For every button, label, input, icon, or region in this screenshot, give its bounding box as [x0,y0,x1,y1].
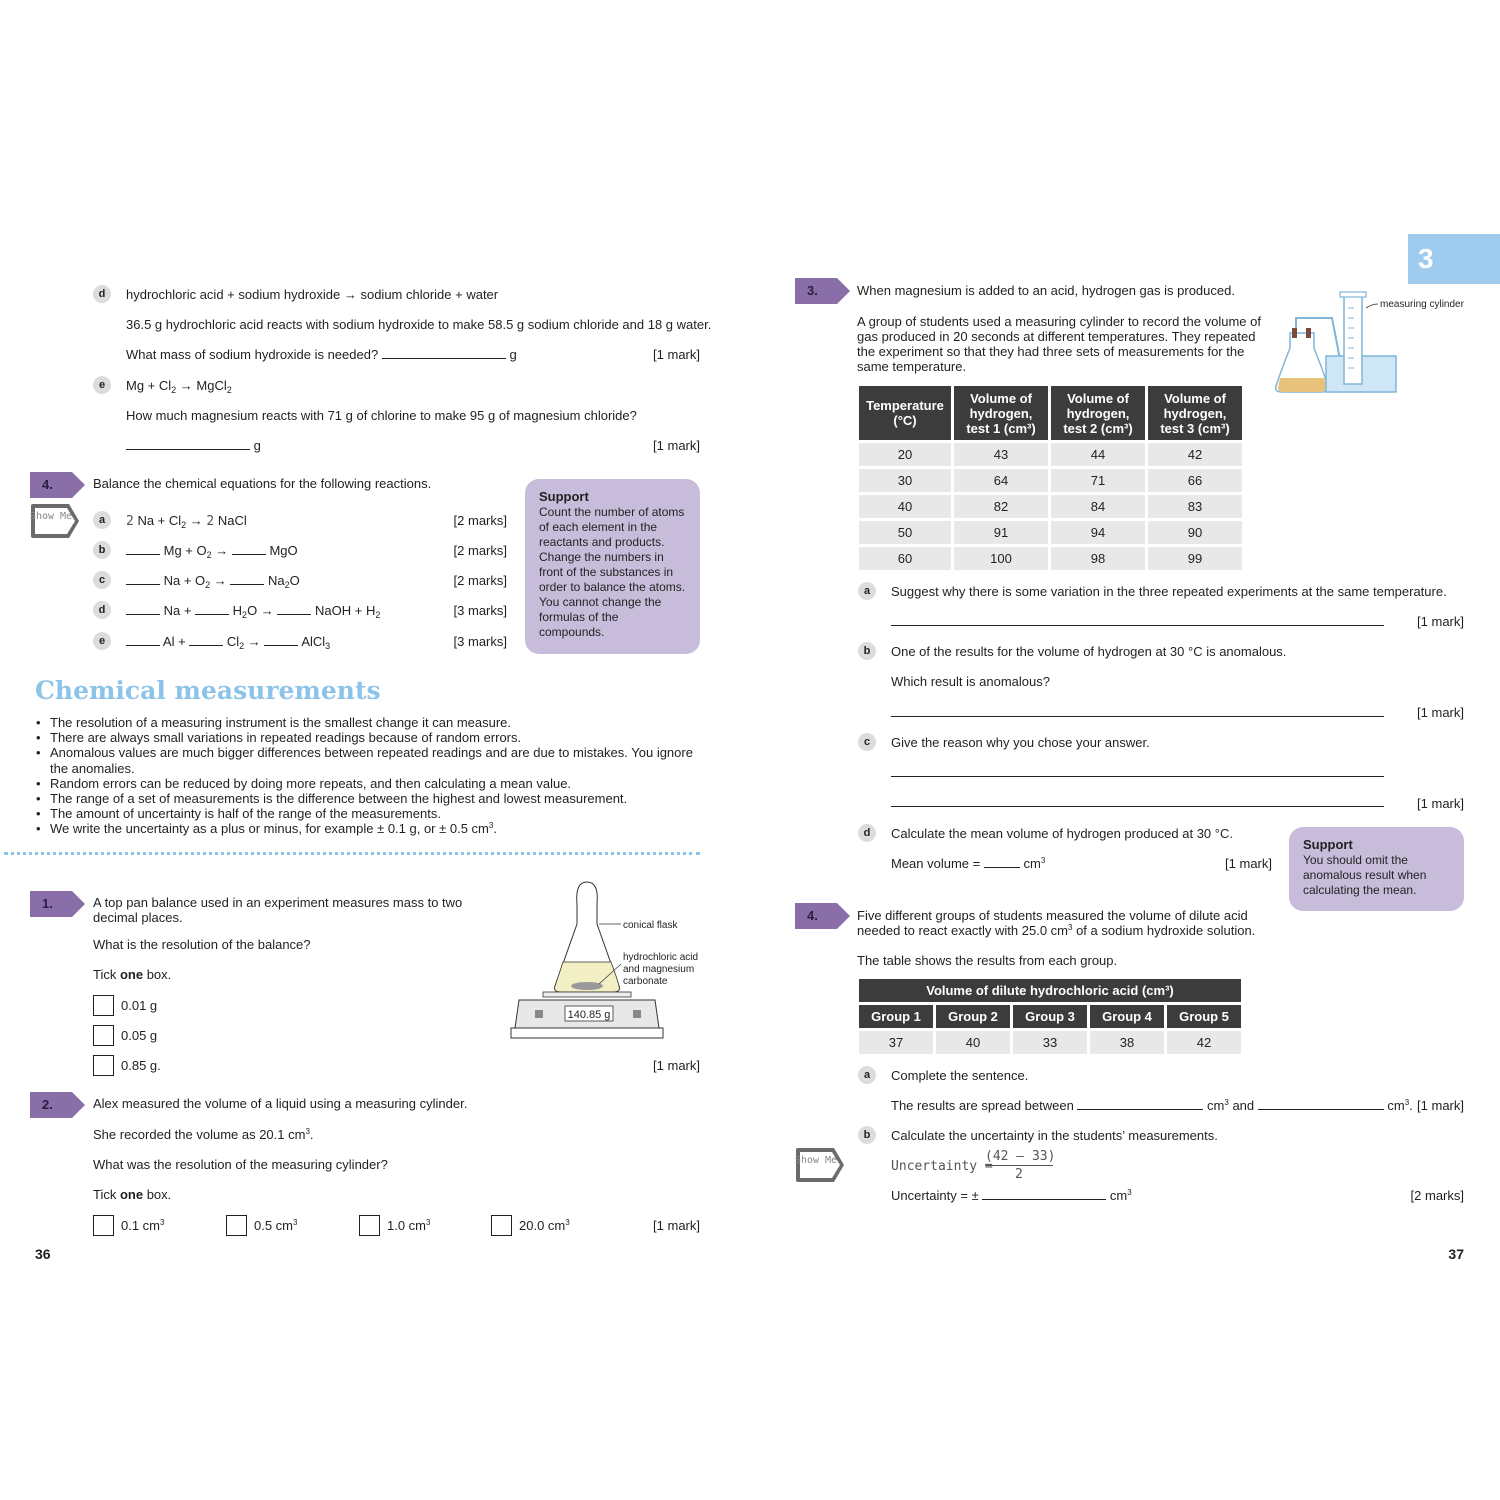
measuring-cylinder-illustration [1270,288,1470,398]
question-text: Which result is anomalous? [891,674,1050,689]
marks-label: [1 mark] [653,347,700,362]
tick-box[interactable] [359,1215,380,1236]
marks-label: [1 mark] [653,438,700,453]
tick-box[interactable] [93,1025,114,1046]
table-header: Group 5 [1167,1005,1241,1028]
answer-blank[interactable] [382,347,506,359]
table-row: 37 40 33 38 42 [859,1031,1241,1054]
question-text: A top pan balance used in an experiment measures mass to two [93,895,463,910]
table-header: Group 2 [936,1005,1010,1028]
table-header: Temperature (°C) [859,386,951,440]
question-text: What is the resolution of the balance? [93,937,311,952]
paragraph-line: A group of students used a measuring cylinder to record the volume of [857,314,1261,329]
table-row: 20 43 44 42 [859,443,1242,466]
question-text: Calculate the mean volume of hydrogen produced at 30 °C. [891,826,1233,841]
label-conical-flask: conical flask [623,920,678,931]
answer-line[interactable] [891,806,1384,807]
answer-blank[interactable] [126,543,160,555]
equation-c: $Na + O_2 \to Na_2O$ [126,573,300,588]
question-number-1: 1. [30,891,72,917]
bullet-list [34,715,699,837]
table-header: Volume of hydrogen, test 2 (cm³) [1051,386,1145,440]
marks-label: [2 marks] [453,543,507,558]
option-label: 1.0 $cm^3$ [387,1218,431,1233]
table-header: Group 3 [1013,1005,1087,1028]
paragraph-line: gas produced in 20 seconds at different temperatures. They repeated [857,329,1256,344]
balance-reading: 140.85 g [567,1009,611,1021]
instruction-text: Tick one box. [93,967,172,982]
hydrogen-volume-table [856,383,1245,573]
option-label: 0.5 $cm^3$ [254,1218,298,1233]
marks-label: [1 mark] [1417,1098,1464,1113]
question-text: The table shows the results from each group. [857,953,1118,968]
letter-badge-c: c [93,571,111,589]
dotted-divider [4,852,700,855]
letter-badge-a: a [858,1066,876,1084]
question-number-4: 4. [30,472,72,498]
label-acid-line3: carbonate [623,976,668,987]
question-number-2: 2. [30,1092,72,1118]
question-text: Balance the chemical equations for the following reactions. [93,476,432,491]
marks-label: [2 marks] [453,513,507,528]
answer-line: Uncertainty = ± $cm^3$ [891,1188,1132,1203]
question-number-4: 4. [795,903,837,929]
table-row: 60 100 98 99 [859,547,1242,570]
acid-volume-table [856,976,1244,1057]
answer-line[interactable] [891,716,1384,717]
question-text: decimal places. [93,910,183,925]
tick-box[interactable] [93,1215,114,1236]
marks-label: [1 mark] [653,1218,700,1233]
question-text: needed to react exactly with 25.0 $cm^3$ of a sodium hydroxide solution. [857,923,1256,938]
table-header: Group 4 [1090,1005,1164,1028]
answer-blank[interactable] [230,573,264,585]
instruction-text: Tick one box. [93,1187,172,1202]
answer-blank[interactable] [232,543,266,555]
sentence-completion: The results are spread between $cm^3$ and $cm^3$. [891,1098,1413,1113]
option-label: 20.0 $cm^3$ [519,1218,570,1233]
equation-a: 2 $Na + Cl_2 \to 2$ NaCl [126,513,247,530]
answer-blank[interactable] [126,573,160,585]
show-me-label: Show Me [29,511,73,522]
option-label: 0.85 g. [121,1058,161,1073]
letter-badge-b: b [858,642,876,660]
show-me-icon[interactable] [794,1146,846,1184]
support-text: Count the number of atoms of each element in the reactants and products. Change the numbers in front of the substances in order to balance the atoms. You cannot change the formulas of the compounds. [539,505,686,639]
support-box [1289,827,1464,911]
table-row: 40 82 84 83 [859,495,1242,518]
question-text: One of the results for the volume of hydrogen at 30 °C is anomalous. [891,644,1287,659]
info-text: 36.5 g hydrochloric acid reacts with sodium hydroxide to make 58.5 g sodium chloride and 18 g water. [126,317,712,332]
letter-badge-a: a [93,511,111,529]
marks-label: [2 marks] [453,573,507,588]
marks-label: [1 mark] [1417,705,1464,720]
letter-badge-d: d [93,601,111,619]
answer-blank[interactable] [1077,1098,1203,1110]
question-text: When magnesium is added to an acid, hydrogen gas is produced. [857,283,1235,298]
table-header: Volume of hydrogen, test 3 (cm³) [1148,386,1242,440]
page-number-right: 37 [1448,1246,1464,1262]
marks-label: [1 mark] [1417,796,1464,811]
marks-label: [2 marks] [1410,1188,1464,1203]
question-text: Calculate the uncertainty in the students’ measurements. [891,1128,1218,1143]
label-acid-line1: hydrochloric acid [623,952,699,963]
marks-label: [1 mark] [1225,856,1272,871]
letter-badge-d: d [93,285,111,303]
list-item: • There are always small variations in repeated readings because of random errors. [34,730,699,745]
question-text: Give the reason why you chose your answer. [891,735,1150,750]
page-number-left: 36 [35,1246,51,1262]
label-measuring-cylinder: measuring cylinder [1380,299,1464,310]
question-text: Complete the sentence. [891,1068,1029,1083]
tick-box[interactable] [226,1215,247,1236]
letter-badge-e: e [93,632,111,650]
tick-box[interactable] [491,1215,512,1236]
table-header: Volume of hydrogen, test 1 (cm³) [954,386,1048,440]
answer-line[interactable] [891,776,1384,777]
question-text: Suggest why there is some variation in the three repeated experiments at the same temperature. [891,584,1447,599]
paragraph-line: the experiment so that they had three sets of measurements for the [857,344,1245,359]
letter-badge-a: a [858,582,876,600]
answer-blank[interactable] [195,603,229,615]
option-label: 0.05 g [121,1028,158,1043]
equation-d: $Na + H_2O$ → NaOH + $H_2$ [126,603,380,618]
table-row: 30 64 71 66 [859,469,1242,492]
answer-blank[interactable] [264,634,298,646]
question-text: What was the resolution of the measuring cylinder? [93,1157,388,1172]
answer-blank[interactable] [126,634,160,646]
equation-e: $Al + Cl_2$ → AlCl$_3$ [126,634,330,649]
marks-label: [3 marks] [453,603,507,618]
list-item: • Anomalous values are much bigger differences between repeated readings and are due to mistakes. You ignore the anomalies. [34,745,699,775]
support-title: Support [539,489,589,504]
show-me-icon[interactable] [29,502,81,540]
equation-b: $Mg + O_2$ → MgO [126,543,298,558]
table-header: Group 1 [859,1005,933,1028]
letter-badge-b: b [93,541,111,559]
letter-badge-e: e [93,376,111,394]
label-acid-line2: and magnesium [623,964,695,975]
question-text: She recorded the volume as 20.1 $cm^3$. [93,1127,314,1142]
answer-blank[interactable] [189,634,223,646]
paragraph-line: same temperature. [857,359,967,374]
equation-text: $Mg + Cl_2$ → MgCl$_2$ [126,378,232,395]
tick-box[interactable] [93,1055,114,1076]
list-item: • We write the uncertainty as a plus or minus, for example ± 0.1 g, or ± 0.5 $cm^3$. [34,821,699,836]
letter-badge-c: c [858,733,876,751]
support-title: Support [1303,837,1353,852]
answer-blank[interactable] [126,438,250,450]
letter-badge-b: b [858,1126,876,1144]
list-item: • The amount of uncertainty is half of the range of the measurements. [34,806,699,821]
table-title: Volume of dilute hydrochloric acid (cm³) [859,979,1241,1002]
answer-line: Mean volume = $cm^3$ [891,856,1046,871]
chapter-tab: 3 [1408,234,1500,284]
option-label: 0.1 $cm^3$ [121,1218,165,1233]
answer-line[interactable] [891,625,1384,626]
list-item: • The resolution of a measuring instrument is the smallest change it can measure. [34,715,699,730]
question-text: Alex measured the volume of a liquid using a measuring cylinder. [93,1096,468,1111]
marks-label: [1 mark] [1417,614,1464,629]
tick-box[interactable] [93,995,114,1016]
letter-badge-d: d [858,824,876,842]
answer-blank[interactable] [984,856,1020,868]
question-text: What mass of sodium hydroxide is needed? g [126,347,517,362]
table-row: 50 91 94 90 [859,521,1242,544]
answer-blank[interactable] [1258,1098,1384,1110]
marks-label: [1 mark] [653,1058,700,1073]
answer-blank[interactable] [126,603,160,615]
question-text: How much magnesium reacts with 71 g of chlorine to make 95 g of magnesium chloride? [126,408,637,423]
question-text: Five different groups of students measured the volume of dilute acid [857,908,1248,923]
support-box [525,479,700,654]
show-me-label: Show Me [794,1155,838,1166]
answer-blank[interactable] [277,603,311,615]
flask-balance-illustration [505,878,705,1043]
marks-label: [3 marks] [453,634,507,649]
list-item: • The range of a set of measurements is the difference between the highest and lowest measurement. [34,791,699,806]
option-label: 0.01 g [121,998,158,1013]
question-number-3: 3. [795,278,837,304]
answer-line: g [126,438,261,453]
equation-text: hydrochloric acid + sodium hydroxide → sodium chloride + water [126,287,499,302]
answer-blank[interactable] [982,1188,1106,1200]
list-item: • Random errors can be reduced by doing more repeats, and then calculating a mean value. [34,776,699,791]
support-text: You should omit the anomalous result when calculating the mean. [1303,853,1427,897]
section-title: Chemical measurements [35,676,381,705]
